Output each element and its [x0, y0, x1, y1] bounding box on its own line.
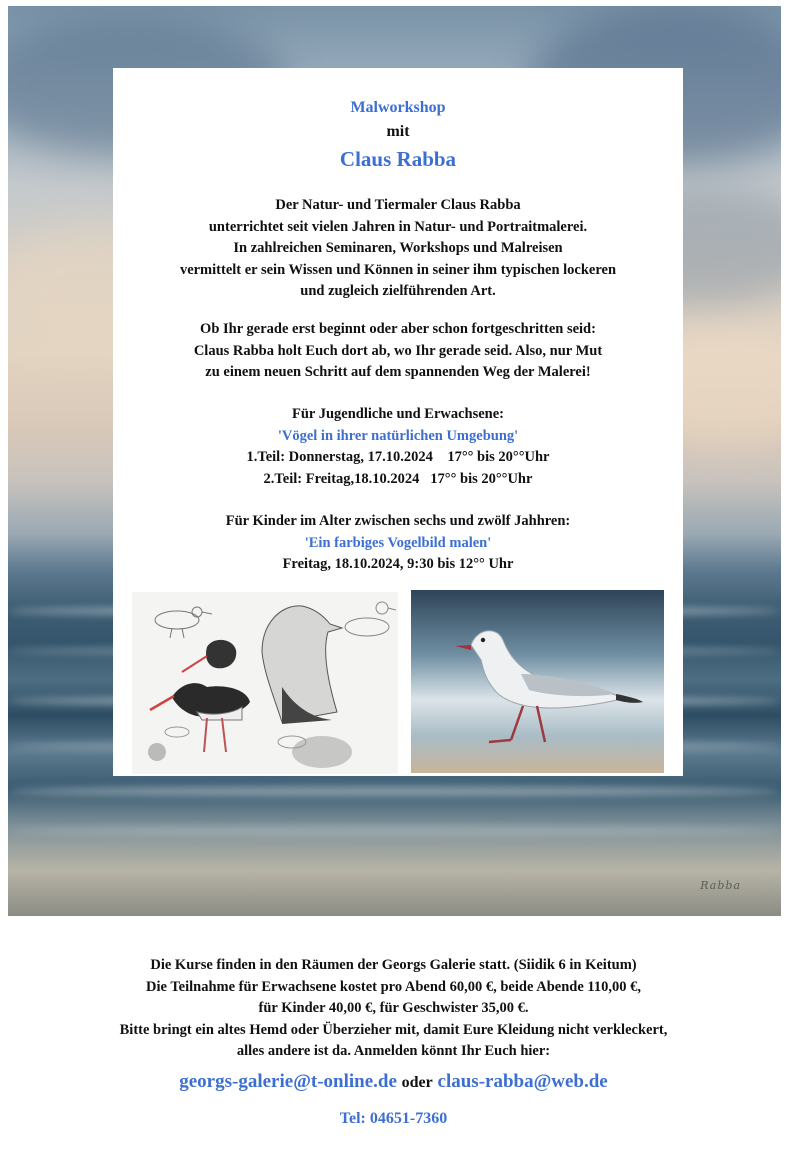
footer-info: [0, 955, 787, 1063]
or-text: oder: [401, 1074, 433, 1091]
adults-part1: 1.Teil: Donnerstag, 17.10.2024 17°° bis 20°°Uhr: [246, 449, 550, 465]
info-card: [113, 68, 683, 776]
footer-line: alles andere ist da. Anmelden könnt Ihr Euch hier:: [236, 1043, 551, 1059]
intro-line: unterrichtet seit vielen Jahren in Natur- und Portraitmalerei.: [208, 218, 588, 235]
intro-paragraph: [113, 195, 683, 303]
seagull-painting-image: [411, 590, 664, 773]
email-galerie-link[interactable]: georgs-galerie@t-online.de: [179, 1071, 397, 1092]
kids-course: [113, 511, 683, 576]
artist-name: Claus Rabba: [339, 147, 457, 171]
kids-date: Freitag, 18.10.2024, 9:30 bis 12°° Uhr: [282, 556, 514, 572]
kids-heading: Für Kinder im Alter zwischen sechs und zwölf Jahhren:: [225, 513, 571, 529]
encouragement-paragraph: [113, 319, 683, 384]
workshop-title: Malworkshop: [350, 99, 446, 116]
telephone: Tel: 04651-7360: [339, 1110, 448, 1127]
intro-line: In zahlreichen Seminaren, Workshops und Malreisen: [233, 240, 563, 256]
encouragement-line: Claus Rabba holt Euch dort ab, wo Ihr gerade seid. Also, nur Mut: [193, 342, 603, 359]
workshop-with: mit: [386, 123, 410, 140]
adults-heading: Für Jugendliche und Erwachsene:: [291, 406, 505, 422]
adults-part2: 2.Teil: Freitag,18.10.2024 17°° bis 20°°Uhr: [263, 470, 533, 487]
footer-line: Die Kurse finden in den Räumen der Georgs Galerie statt. (Siidik 6 in Keitum): [150, 957, 637, 973]
adults-course-title: 'Vögel in ihrer natürlichen Umgebung': [277, 427, 519, 444]
intro-line: und zugleich zielführenden Art.: [300, 283, 496, 299]
contact-emails: [0, 1071, 787, 1093]
bird-sketches-image: [132, 592, 398, 774]
footer-line: Die Teilnahme für Erwachsene kostet pro Abend 60,00 €, beide Abende 110,00 €,: [146, 978, 641, 995]
painting-signature: Rabba: [700, 879, 741, 892]
footer-line: für Kinder 40,00 €, für Geschwister 35,00 €.: [258, 1000, 529, 1016]
intro-line: Der Natur- und Tiermaler Claus Rabba: [275, 197, 521, 213]
encouragement-line: zu einem neuen Schritt auf dem spannenden Weg der Malerei!: [205, 364, 591, 380]
email-rabba-link[interactable]: claus-rabba@web.de: [437, 1071, 608, 1092]
encouragement-line: Ob Ihr gerade erst beginnt oder aber schon fortgeschritten seid:: [200, 321, 596, 337]
kids-course-title: 'Ein farbiges Vogelbild malen': [304, 534, 492, 551]
footer-line: Bitte bringt ein altes Hemd oder Überzieher mit, damit Eure Kleidung nicht verkleckert,: [119, 1021, 668, 1038]
adults-course: [113, 404, 683, 490]
intro-line: vermittelt er sein Wissen und Können in seiner ihm typischen lockeren: [179, 261, 617, 278]
